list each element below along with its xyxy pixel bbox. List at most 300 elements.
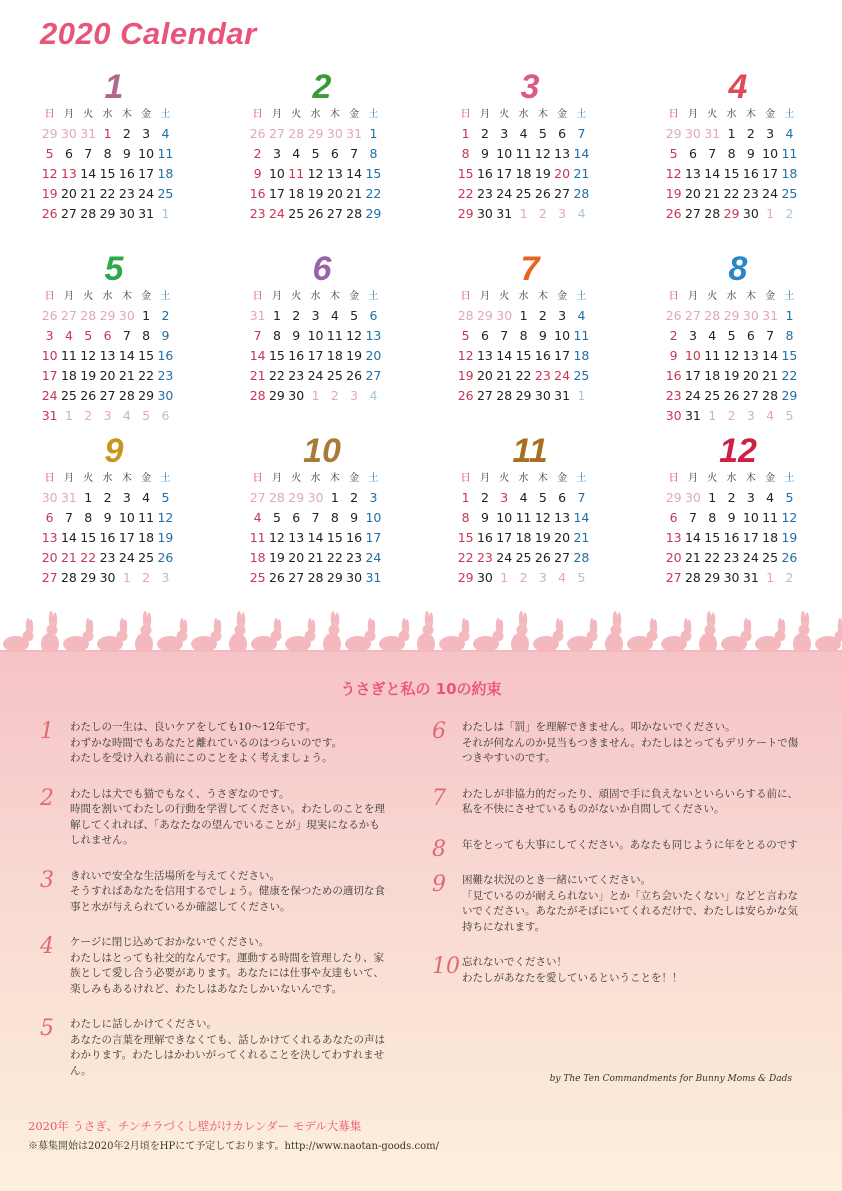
day-cell: 9 — [103, 510, 112, 525]
week-row — [248, 346, 396, 366]
day-cell: 30 — [307, 490, 324, 505]
day-cell: 2 — [84, 408, 93, 423]
day-cell: 2 — [161, 308, 170, 323]
day-cell: 6 — [558, 490, 567, 505]
day-cell: 18 — [60, 368, 77, 383]
day-cell: 14 — [60, 530, 77, 545]
day-cell: 30 — [346, 570, 363, 585]
day-cell: 13 — [288, 530, 305, 545]
week-row — [664, 508, 812, 528]
day-cell: 21 — [60, 550, 77, 565]
day-cell: 29 — [665, 126, 682, 141]
bunny-silhouette-icon — [533, 618, 564, 652]
day-cell: 28 — [268, 490, 285, 505]
day-cell: 28 — [704, 206, 721, 221]
day-cell: 11 — [762, 510, 779, 525]
bunny-silhouette-icon — [135, 611, 153, 655]
day-cell: 4 — [708, 328, 717, 343]
day-cell: 21 — [573, 166, 590, 181]
day-cell: 24 — [496, 550, 513, 565]
day-cell: 27 — [326, 206, 343, 221]
day-cell: 6 — [480, 328, 489, 343]
day-cell: 3 — [369, 490, 378, 505]
day-cell: 7 — [688, 510, 697, 525]
day-cell: 16 — [157, 348, 174, 363]
day-cell: 1 — [142, 308, 151, 323]
day-cell: 5 — [272, 510, 281, 525]
day-cell: 30 — [476, 570, 493, 585]
day-cell: 2 — [253, 146, 262, 161]
day-cell: 31 — [742, 570, 759, 585]
day-cell: 3 — [746, 408, 755, 423]
week-row — [40, 548, 188, 568]
day-cell: 4 — [369, 388, 378, 403]
week-row — [456, 528, 604, 548]
day-cell: 22 — [457, 186, 474, 201]
weekday-label: 日 — [252, 109, 263, 120]
day-cell: 22 — [268, 368, 285, 383]
day-cell: 8 — [785, 328, 794, 343]
day-cell: 29 — [665, 490, 682, 505]
week-row — [40, 184, 188, 204]
weekday-label: 金 — [765, 109, 776, 120]
weekday-label: 木 — [745, 291, 756, 302]
day-cell: 14 — [118, 348, 135, 363]
day-cell: 30 — [288, 388, 305, 403]
day-cell: 14 — [80, 166, 97, 181]
day-cell: 5 — [785, 408, 794, 423]
day-cell: 28 — [573, 550, 590, 565]
day-cell: 4 — [64, 328, 73, 343]
promise-text: きれいで安全な生活場所を与えてください。 そうすればあなたを信用するでしょう。健康を保つための適切な食事と水が与えられているか確認してください。 — [70, 869, 385, 913]
day-cell: 15 — [365, 166, 382, 181]
month-9 — [40, 432, 188, 614]
week-row — [40, 204, 188, 224]
day-cell: 6 — [161, 408, 170, 423]
day-cell: 5 — [785, 490, 794, 505]
weekday-label: 日 — [44, 473, 55, 484]
weekday-label: 火 — [291, 291, 302, 302]
weekday-label: 火 — [499, 473, 510, 484]
day-cell: 18 — [515, 166, 532, 181]
weekday-label: 金 — [557, 473, 568, 484]
day-cell: 8 — [727, 146, 736, 161]
day-cell: 27 — [41, 570, 58, 585]
day-cell: 28 — [684, 570, 701, 585]
day-cell: 11 — [157, 146, 174, 161]
day-cell: 12 — [534, 146, 551, 161]
bunny-silhouette-icon — [793, 611, 811, 655]
day-cell: 4 — [785, 126, 794, 141]
week-row — [456, 508, 604, 528]
day-cell: 9 — [746, 146, 755, 161]
bunny-silhouette-icon — [191, 618, 222, 652]
day-cell: 13 — [99, 348, 116, 363]
bunny-silhouette-icon — [605, 611, 623, 655]
weekday-label: 土 — [784, 473, 795, 484]
weekday-label: 木 — [329, 473, 340, 484]
day-cell: 6 — [669, 510, 678, 525]
day-cell: 19 — [781, 530, 798, 545]
day-cell: 16 — [723, 530, 740, 545]
day-cell: 2 — [669, 328, 678, 343]
week-row — [664, 488, 812, 508]
bunny-silhouette-icon — [699, 611, 717, 655]
day-cell: 20 — [288, 550, 305, 565]
day-cell: 10 — [554, 328, 571, 343]
weekday-label: 木 — [121, 109, 132, 120]
day-cell: 1 — [64, 408, 73, 423]
promise-number: 3 — [40, 867, 54, 893]
day-cell: 30 — [496, 308, 513, 323]
day-cell: 2 — [519, 570, 528, 585]
week-row — [248, 508, 396, 528]
promise-text: 年をとっても大事にしてください。あなたも同じように年をとるのです — [462, 838, 798, 851]
day-cell: 2 — [350, 490, 359, 505]
day-cell: 3 — [103, 408, 112, 423]
weekday-label: 水 — [310, 109, 321, 120]
day-cell: 13 — [742, 348, 759, 363]
day-cell: 2 — [142, 570, 151, 585]
day-cell: 4 — [161, 126, 170, 141]
day-cell: 3 — [558, 206, 567, 221]
day-cell: 1 — [708, 408, 717, 423]
day-cell: 11 — [573, 328, 590, 343]
weekday-label: 土 — [784, 291, 795, 302]
day-cell: 29 — [723, 206, 740, 221]
day-cell: 22 — [781, 368, 798, 383]
month-number: 2 — [312, 68, 332, 106]
promises-right-column — [432, 720, 802, 1006]
weekday-label: 水 — [102, 291, 113, 302]
day-cell: 9 — [669, 348, 678, 363]
weekday-label: 木 — [537, 109, 548, 120]
bunny-silhouette-icon — [755, 618, 786, 652]
month-5 — [40, 250, 188, 432]
day-cell: 15 — [515, 348, 532, 363]
week-row — [456, 326, 604, 346]
day-cell: 25 — [288, 206, 305, 221]
day-cell: 11 — [288, 166, 305, 181]
day-cell: 29 — [457, 570, 474, 585]
week-row — [248, 326, 396, 346]
day-cell: 29 — [41, 126, 58, 141]
weekday-header — [456, 470, 604, 488]
bunny-silhouette-strip — [0, 606, 842, 656]
week-row — [248, 124, 396, 144]
week-row — [40, 144, 188, 164]
day-cell: 7 — [577, 490, 586, 505]
day-cell: 26 — [249, 126, 266, 141]
day-cell: 7 — [766, 328, 775, 343]
day-cell: 4 — [142, 490, 151, 505]
day-cell: 23 — [249, 206, 266, 221]
bunny-silhouette-icon — [251, 618, 282, 652]
week-row — [456, 346, 604, 366]
day-cell: 8 — [103, 146, 112, 161]
bunny-silhouette-icon — [567, 618, 598, 652]
day-cell: 22 — [723, 186, 740, 201]
week-row — [456, 366, 604, 386]
weekday-label: 水 — [102, 109, 113, 120]
weekday-label: 金 — [765, 473, 776, 484]
weekday-label: 木 — [121, 473, 132, 484]
day-cell: 17 — [268, 186, 285, 201]
day-cell: 26 — [80, 388, 97, 403]
day-cell: 22 — [457, 550, 474, 565]
day-cell: 18 — [762, 530, 779, 545]
day-cell: 25 — [249, 570, 266, 585]
weekday-label: 金 — [349, 109, 360, 120]
week-row — [248, 366, 396, 386]
day-cell: 30 — [326, 126, 343, 141]
day-cell: 25 — [573, 368, 590, 383]
day-cell: 4 — [577, 308, 586, 323]
day-cell: 8 — [519, 328, 528, 343]
week-row — [456, 386, 604, 406]
weekday-label: 木 — [121, 291, 132, 302]
day-cell: 28 — [496, 388, 513, 403]
weekday-label: 月 — [63, 291, 74, 302]
day-cell: 25 — [781, 186, 798, 201]
day-cell: 5 — [161, 490, 170, 505]
day-cell: 16 — [99, 530, 116, 545]
promise-text: 忘れないでください！ わたしがあなたを愛しているということを！！ — [462, 956, 683, 984]
day-cell: 19 — [268, 550, 285, 565]
day-cell: 4 — [122, 408, 131, 423]
day-cell: 28 — [307, 570, 324, 585]
day-cell: 28 — [60, 570, 77, 585]
weekday-label: 木 — [329, 109, 340, 120]
day-cell: 8 — [272, 328, 281, 343]
day-cell: 13 — [476, 348, 493, 363]
day-cell: 1 — [577, 388, 586, 403]
day-cell: 4 — [292, 146, 301, 161]
day-cell: 24 — [496, 186, 513, 201]
day-cell: 29 — [365, 206, 382, 221]
week-row — [664, 406, 812, 426]
month-number: 6 — [312, 250, 332, 288]
day-cell: 24 — [41, 388, 58, 403]
day-cell: 13 — [665, 530, 682, 545]
day-cell: 20 — [99, 368, 116, 383]
week-row — [248, 306, 396, 326]
day-cell: 14 — [684, 530, 701, 545]
weekday-label: 火 — [499, 291, 510, 302]
day-cell: 2 — [727, 490, 736, 505]
month-7 — [456, 250, 604, 432]
day-cell: 29 — [476, 308, 493, 323]
day-cell: 20 — [365, 348, 382, 363]
weekday-label: 日 — [668, 109, 679, 120]
day-cell: 24 — [684, 388, 701, 403]
day-cell: 16 — [249, 186, 266, 201]
day-cell: 9 — [292, 328, 301, 343]
day-cell: 6 — [64, 146, 73, 161]
day-cell: 5 — [538, 126, 547, 141]
day-cell: 17 — [554, 348, 571, 363]
day-cell: 12 — [307, 166, 324, 181]
day-cell: 9 — [350, 510, 359, 525]
day-cell: 8 — [84, 510, 93, 525]
day-cell: 21 — [307, 550, 324, 565]
week-row — [248, 184, 396, 204]
day-cell: 24 — [307, 368, 324, 383]
day-cell: 26 — [346, 368, 363, 383]
day-cell: 16 — [288, 348, 305, 363]
day-cell: 26 — [268, 570, 285, 585]
bunny-silhouette-icon — [815, 618, 842, 652]
day-cell: 30 — [118, 308, 135, 323]
day-cell: 15 — [723, 166, 740, 181]
day-cell: 1 — [461, 126, 470, 141]
day-cell: 31 — [496, 206, 513, 221]
month-number: 10 — [303, 432, 341, 470]
day-cell: 23 — [723, 550, 740, 565]
weekday-label: 土 — [368, 291, 379, 302]
month-12 — [664, 432, 812, 614]
day-cell: 4 — [253, 510, 262, 525]
day-cell: 2 — [122, 126, 131, 141]
day-cell: 31 — [41, 408, 58, 423]
day-cell: 5 — [461, 328, 470, 343]
promise-text: 困難な状況のとき一緒にいてください。 「見ているのが耐えられない」とか「立ち会いたくない」などと言わないでください。あなたがそばにいてくれるだけで、わたしは安らかな気持ちになれます。 — [462, 874, 798, 933]
month-number: 11 — [512, 432, 548, 470]
weekday-label: 金 — [349, 473, 360, 484]
day-cell: 28 — [80, 206, 97, 221]
day-cell: 28 — [288, 126, 305, 141]
day-cell: 24 — [118, 550, 135, 565]
day-cell: 27 — [365, 368, 382, 383]
weekday-label: 火 — [499, 109, 510, 120]
day-cell: 11 — [515, 146, 532, 161]
week-row — [248, 548, 396, 568]
weekday-label: 火 — [291, 473, 302, 484]
day-cell: 31 — [60, 490, 77, 505]
weekday-label: 土 — [160, 291, 171, 302]
day-cell: 17 — [742, 530, 759, 545]
day-cell: 30 — [684, 490, 701, 505]
promise-item — [432, 873, 802, 935]
weekday-header — [664, 470, 812, 488]
day-cell: 3 — [45, 328, 54, 343]
day-cell: 30 — [41, 490, 58, 505]
weekday-label: 水 — [518, 473, 529, 484]
day-cell: 15 — [138, 348, 155, 363]
day-cell: 17 — [41, 368, 58, 383]
week-row — [664, 306, 812, 326]
bunny-silhouette-icon — [721, 618, 752, 652]
weekday-header — [456, 288, 604, 306]
bunny-silhouette-icon — [157, 618, 188, 652]
day-cell: 28 — [249, 388, 266, 403]
day-cell: 18 — [157, 166, 174, 181]
day-cell: 10 — [268, 166, 285, 181]
day-cell: 24 — [138, 186, 155, 201]
weekday-header — [664, 106, 812, 124]
day-cell: 10 — [762, 146, 779, 161]
day-cell: 30 — [476, 206, 493, 221]
week-row — [248, 386, 396, 406]
recruit-note: ※募集開始は2020年2月頃をHPにて予定しております。http://www.naotan-goods.com/ — [28, 1141, 439, 1152]
bunny-silhouette-icon — [3, 618, 34, 652]
month-number: 8 — [728, 250, 748, 288]
day-cell: 26 — [534, 186, 551, 201]
day-cell: 19 — [157, 530, 174, 545]
day-cell: 31 — [684, 408, 701, 423]
day-cell: 5 — [538, 490, 547, 505]
day-cell: 11 — [60, 348, 77, 363]
day-cell: 9 — [161, 328, 170, 343]
day-cell: 31 — [80, 126, 97, 141]
weekday-label: 土 — [160, 109, 171, 120]
bunny-silhouette-icon — [323, 611, 341, 655]
day-cell: 19 — [534, 166, 551, 181]
day-cell: 20 — [554, 166, 571, 181]
day-cell: 12 — [41, 166, 58, 181]
promise-number: 1 — [40, 719, 54, 744]
day-cell: 14 — [762, 348, 779, 363]
day-cell: 9 — [727, 510, 736, 525]
day-cell: 9 — [538, 328, 547, 343]
bunny-silhouette-icon — [439, 618, 470, 652]
weekday-label: 月 — [271, 291, 282, 302]
day-cell: 28 — [762, 388, 779, 403]
week-row — [456, 306, 604, 326]
day-cell: 12 — [268, 530, 285, 545]
bunny-silhouette-icon — [627, 618, 658, 652]
bunny-silhouette-icon — [97, 618, 128, 652]
calendar-grid — [40, 68, 820, 614]
day-cell: 11 — [138, 510, 155, 525]
weekday-label: 水 — [310, 473, 321, 484]
weekday-label: 土 — [368, 473, 379, 484]
day-cell: 7 — [253, 328, 262, 343]
bunny-silhouette-icon — [511, 611, 529, 655]
promises-heading: うさぎと私の 10の約束 — [340, 680, 502, 698]
weekday-label: 金 — [765, 291, 776, 302]
day-cell: 23 — [476, 550, 493, 565]
day-cell: 17 — [307, 348, 324, 363]
day-cell: 1 — [708, 490, 717, 505]
day-cell: 29 — [781, 388, 798, 403]
day-cell: 1 — [84, 490, 93, 505]
day-cell: 2 — [785, 570, 794, 585]
day-cell: 17 — [496, 530, 513, 545]
weekday-label: 水 — [518, 291, 529, 302]
day-cell: 23 — [534, 368, 551, 383]
day-cell: 22 — [138, 368, 155, 383]
weekday-label: 木 — [745, 109, 756, 120]
weekday-label: 火 — [707, 473, 718, 484]
day-cell: 19 — [307, 186, 324, 201]
bunny-silhouette-icon — [229, 611, 247, 655]
day-cell: 29 — [80, 570, 97, 585]
day-cell: 1 — [766, 570, 775, 585]
day-cell: 21 — [496, 368, 513, 383]
week-row — [40, 346, 188, 366]
day-cell: 1 — [122, 570, 131, 585]
day-cell: 30 — [99, 570, 116, 585]
day-cell: 22 — [99, 186, 116, 201]
day-cell: 26 — [157, 550, 174, 565]
day-cell: 1 — [161, 206, 170, 221]
day-cell: 24 — [365, 550, 382, 565]
day-cell: 16 — [476, 166, 493, 181]
month-4 — [664, 68, 812, 250]
day-cell: 1 — [519, 308, 528, 323]
weekday-label: 火 — [707, 291, 718, 302]
